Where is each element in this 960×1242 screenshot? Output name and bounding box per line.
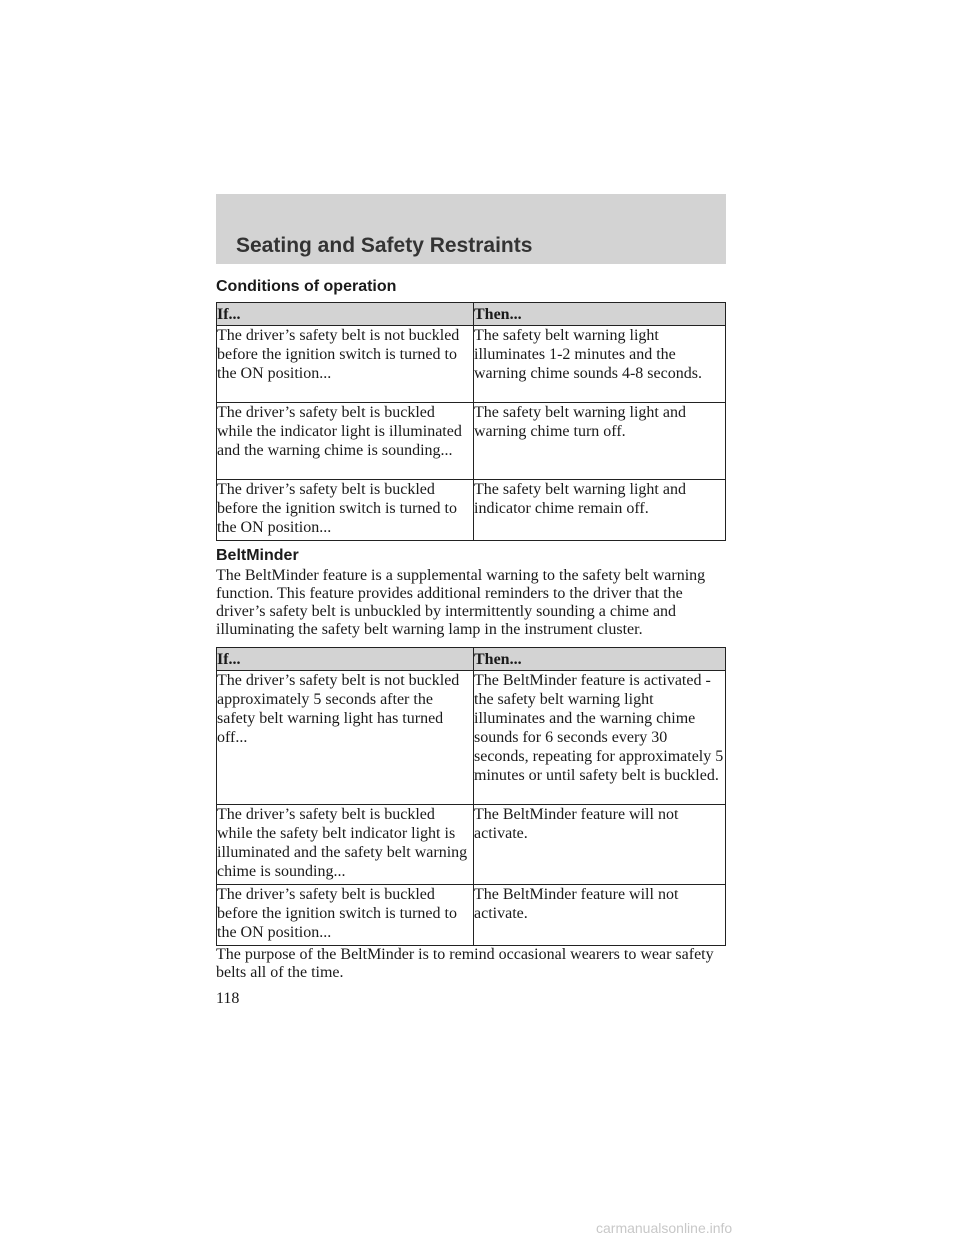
beltminder-heading: BeltMinder bbox=[216, 547, 299, 564]
then-column-header: Then... bbox=[474, 648, 726, 671]
then-cell: The safety belt warning light illuminates 1-2 minutes and the warning chime sounds 4-8 seconds. bbox=[474, 326, 726, 403]
then-cell: The BeltMinder feature will not activate. bbox=[474, 885, 726, 946]
then-column-header: Then... bbox=[474, 303, 726, 326]
page-content bbox=[216, 276, 726, 982]
then-cell: The safety belt warning light and warning chime turn off. bbox=[474, 403, 726, 480]
then-cell: The BeltMinder feature will not activate. bbox=[474, 805, 726, 885]
conditions-table bbox=[216, 302, 726, 541]
beltminder-table bbox=[216, 647, 726, 946]
table-row bbox=[217, 480, 726, 541]
table-row bbox=[217, 326, 726, 403]
page-number: 118 bbox=[216, 990, 240, 1007]
beltminder-intro: The BeltMinder feature is a supplemental warning to the safety belt warning function. This feature provides additional reminders to the driver that the driver’s safety belt is unbuckled by intermittently sounding a chime and illuminating the safety belt warning lamp in the instrument cluster. bbox=[216, 567, 706, 638]
then-cell: The BeltMinder feature is activated - the safety belt warning light illuminates and the warning chime sounds for 6 seconds every 30 seconds, repeating for approximately 5 minutes or until safety belt is buckled. bbox=[474, 671, 726, 805]
if-cell: The driver’s safety belt is not buckled before the ignition switch is turned to the ON position... bbox=[217, 326, 474, 403]
if-cell: The driver’s safety belt is buckled while the safety belt indicator light is illuminated and the safety belt warning chime is sounding... bbox=[217, 805, 474, 885]
if-column-header: If... bbox=[217, 303, 474, 326]
site-watermark[interactable]: carmanualsonline.info bbox=[596, 1220, 733, 1236]
if-column-header: If... bbox=[217, 648, 474, 671]
table-row bbox=[217, 403, 726, 480]
section-title: Seating and Safety Restraints bbox=[236, 234, 533, 257]
if-cell: The driver’s safety belt is buckled before the ignition switch is turned to the ON position... bbox=[217, 480, 474, 541]
then-cell: The safety belt warning light and indicator chime remain off. bbox=[474, 480, 726, 541]
table-row bbox=[217, 671, 726, 805]
table-row bbox=[217, 805, 726, 885]
if-cell: The driver’s safety belt is buckled while the indicator light is illuminated and the warning chime is sounding... bbox=[217, 403, 474, 480]
table-row bbox=[217, 885, 726, 946]
if-cell: The driver’s safety belt is not buckled approximately 5 seconds after the safety belt warning light has turned off... bbox=[217, 671, 474, 805]
beltminder-closing: The purpose of the BeltMinder is to remind occasional wearers to wear safety belts all of the time. bbox=[216, 946, 714, 981]
table-header-row bbox=[217, 648, 726, 671]
conditions-heading: Conditions of operation bbox=[216, 278, 397, 295]
if-cell: The driver’s safety belt is buckled before the ignition switch is turned to the ON position... bbox=[217, 885, 474, 946]
table-header-row bbox=[217, 303, 726, 326]
section-header-band bbox=[216, 194, 726, 264]
